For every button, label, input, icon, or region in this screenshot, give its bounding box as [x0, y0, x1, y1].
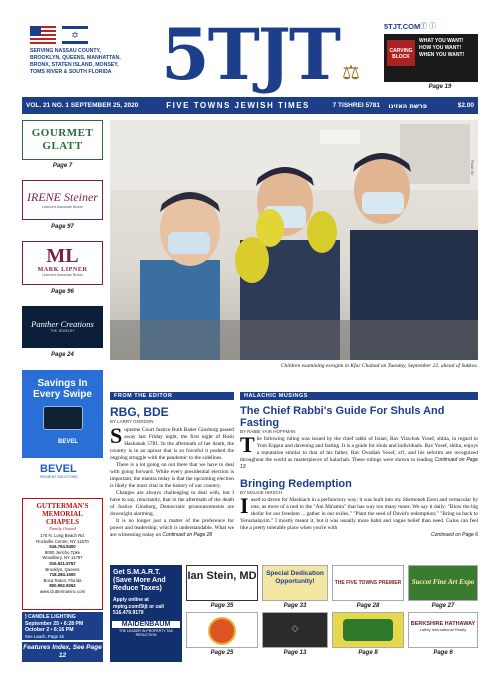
berkshire-ad[interactable]: BERKSHIRE HATHAWAY Laffey International Realty — [408, 612, 478, 648]
price: $2.00 — [457, 102, 474, 109]
photo-caption: Children examining esrogim in Kfar Chabad on Tuesday, September 22, ahead of Sukkos. — [280, 363, 478, 369]
gourmet-circle-ad[interactable] — [186, 612, 258, 648]
redemption-article: Bringing Redemption BY MALKIE HIRSCH Iused to daven for Mashiach in a perfunctory way; it was built into my Shemoneh Esrei and vernacular by rote, as more of a nod to the "Ani Ma'amin" that has way too many tunes. We say it daily: "Blow the big shofar for our freedom ... gather in our exiles," "Plant the seed of David's redemption;" "Bring us back to Yerushalayim." I mostly meant it, but it was usually more habit and vague belief than need. Galus can feel like a pretty tolerable place when you're with Continued on Page 6 — [240, 478, 478, 538]
parsha: פרשת האזינו — [388, 101, 428, 110]
coverage-text: SERVING NASSAU COUNTY, BROOKLYN, QUEENS, MANHATTAN, BRONX, STATEN ISLAND, MONSEY, TOMS RIVER & SOUTH FLORIDA — [30, 48, 121, 75]
lipner-page[interactable]: Page 96 — [51, 289, 74, 295]
editor-article: FROM THE EDITOR RBG, BDE BY LARRY GORDON Supreme Court Justice Ruth Bader Ginsburg passed away last Friday night, the first night of Rosh Hashanah 5781. In the aftermath of her death, the country is in an uproar that is so forceful it pushed the ongoing struggle with the pandemic to the sidelines. There is a lot going on out there that we have to deal with going forward. While every presidential election is important, the mantra today is that the upcoming election is likely the most vital in the history of our country. Changes are always challenging to deal with, but I have to say, reluctantly, that in the aftermath of the death of Justice Ginsburg, Democratic pronouncements are downright alarming. It is no longer just a matter of the preference for power and leadership, which is understandable. What we are witnessing today on Continued on Page 28 — [110, 393, 234, 538]
promo-page-ref[interactable]: Page 19 — [428, 84, 452, 90]
drop-cap: S — [110, 423, 123, 448]
ml-logo: ML — [46, 245, 79, 267]
carving-block-logo: CARVING BLOCK — [387, 40, 415, 66]
halachic-article: HALACHIC MUSINGS The Chief Rabbi's Guide For Shuls And Fasting BY RABBI YAIR HOFFMAN The following ruling was issued by the chief rabbi of Israel, Rav Yitzchok Yosef, shlita, in regard to Yom Kippur and davening and fasting. It is a guide for shuls and individuals. Rav Yosef, shlita, enjoys a reputation similar to that of his father, Rav Ovadiah Yosef, zt'l, and his seforim are recognized throughout the world as masterpieces of halachah. These rulings were shown to leading Continued on Page 13 — [240, 393, 478, 470]
photo-illustration — [110, 120, 478, 360]
carving-block-ad[interactable]: CARVING BLOCK WHAT YOU WANT! HOW YOU WANT! WHEN YOU WANT! — [384, 34, 478, 82]
features-index[interactable]: Features Index, See Page 12 — [22, 642, 103, 662]
site-url[interactable]: 5TJT.COM — [384, 22, 421, 31]
editor-headline[interactable]: RBG, BDE — [110, 405, 169, 419]
editor-byline: BY LARRY GORDON — [110, 419, 154, 424]
redemption-byline: BY MALKIE HIRSCH — [240, 490, 283, 495]
stein-ad[interactable]: Ian Stein, MD — [186, 565, 258, 601]
candle-lighting: 🕯 CANDLE LIGHTING September 25 • 6:28 PM October 2 • 6:16 PM See Lauch, Page 15 — [22, 612, 103, 640]
israel-flag: ✡ — [62, 26, 88, 44]
yellow-green-logo — [343, 619, 393, 641]
redemption-headline[interactable]: Bringing Redemption — [240, 478, 352, 490]
scales-icon: ⚖ — [342, 62, 360, 84]
photo-credit: Flash 90 — [470, 160, 475, 176]
cover-photo — [110, 120, 478, 360]
special-dedication-ad[interactable]: Special Dedication Opportunity! — [262, 565, 328, 601]
smart-tax-ad[interactable]: Get S.M.A.R.T. (Save More And Reduce Taxes) Apply online at mptrg.com/5tjt or call 516.479.9179 MAIDENBAUM THE LEADER IN PROPERTY TAX REDUCTION — [110, 565, 182, 662]
dark-ad[interactable] — [262, 612, 328, 648]
candle-icon: 🕯 — [25, 614, 27, 620]
panther-page[interactable]: Page 24 — [51, 352, 74, 358]
card-icon — [43, 406, 83, 430]
lipner-ad[interactable]: ML MARK LIPNER Licensed Associate Broker — [22, 241, 103, 285]
yellow-green-ad[interactable] — [332, 612, 404, 648]
gourmet-glatt-ad[interactable]: GOURMET GLATT — [22, 120, 103, 160]
halachic-byline: BY RABBI YAIR HOFFMAN — [240, 429, 296, 434]
editor-kicker: FROM THE EDITOR — [110, 392, 234, 400]
steiner-ad[interactable]: IRENE Steiner Licensed Associate Broker — [22, 180, 103, 220]
guttermans-ad[interactable]: GUTTERMAN'S MEMORIAL CHAPELS Family Owned 175 N. Long Beach Rd. Rockville Centre, NY 11570 516.764.9400 8000 Jericho Tpke Woodbury, NY 11797 516.921.5757 Brooklyn, Queens 718.284.1500 Boca Raton, Florida 800.992.9262 www.Guttermaninc.com — [22, 498, 103, 610]
halachic-continued[interactable]: Continued on Page 13 — [240, 457, 478, 470]
issue-bar — [22, 97, 478, 114]
gourmet-page[interactable]: Page 7 — [52, 163, 73, 169]
gourmet-circle-logo — [208, 617, 236, 645]
bevel-ad[interactable]: Savings In Every Swipe BEVEL BEVEL PAYMENT SOLUTIONS — [22, 370, 103, 492]
succot-expo-ad[interactable]: Succot Fine Art Expo — [408, 565, 478, 601]
steiner-page[interactable]: Page 97 — [51, 224, 74, 230]
panther-ad[interactable]: Panther Creations THE JEWELRY — [22, 306, 103, 348]
bevel-logo-top: BEVEL — [58, 439, 79, 445]
redemption-continued[interactable]: Continued on Page 6 — [431, 532, 478, 538]
bevel-logo: BEVEL — [40, 463, 77, 475]
editor-continued[interactable]: Continued on Page 28 — [162, 532, 213, 538]
hebrew-date: 7 TISHREI 5781 — [332, 102, 380, 109]
dark-ad-logo: ◇ — [291, 623, 299, 633]
premier-ad[interactable]: THE FIVE TOWNS PREMIER — [332, 565, 404, 601]
halachic-kicker: HALACHIC MUSINGS — [240, 392, 478, 400]
halachic-headline[interactable]: The Chief Rabbi's Guide For Shuls And Fasting — [240, 405, 445, 429]
social-icons[interactable]: ⓕ ⓘ — [420, 23, 436, 30]
masthead-logo[interactable]: 5TJT — [160, 13, 339, 96]
issue-info: VOL. 21 NO. 1 SEPTEMBER 25, 2020 — [26, 102, 139, 109]
us-flag — [30, 26, 56, 44]
paper-title: FIVE TOWNS JEWISH TIMES — [166, 101, 310, 110]
